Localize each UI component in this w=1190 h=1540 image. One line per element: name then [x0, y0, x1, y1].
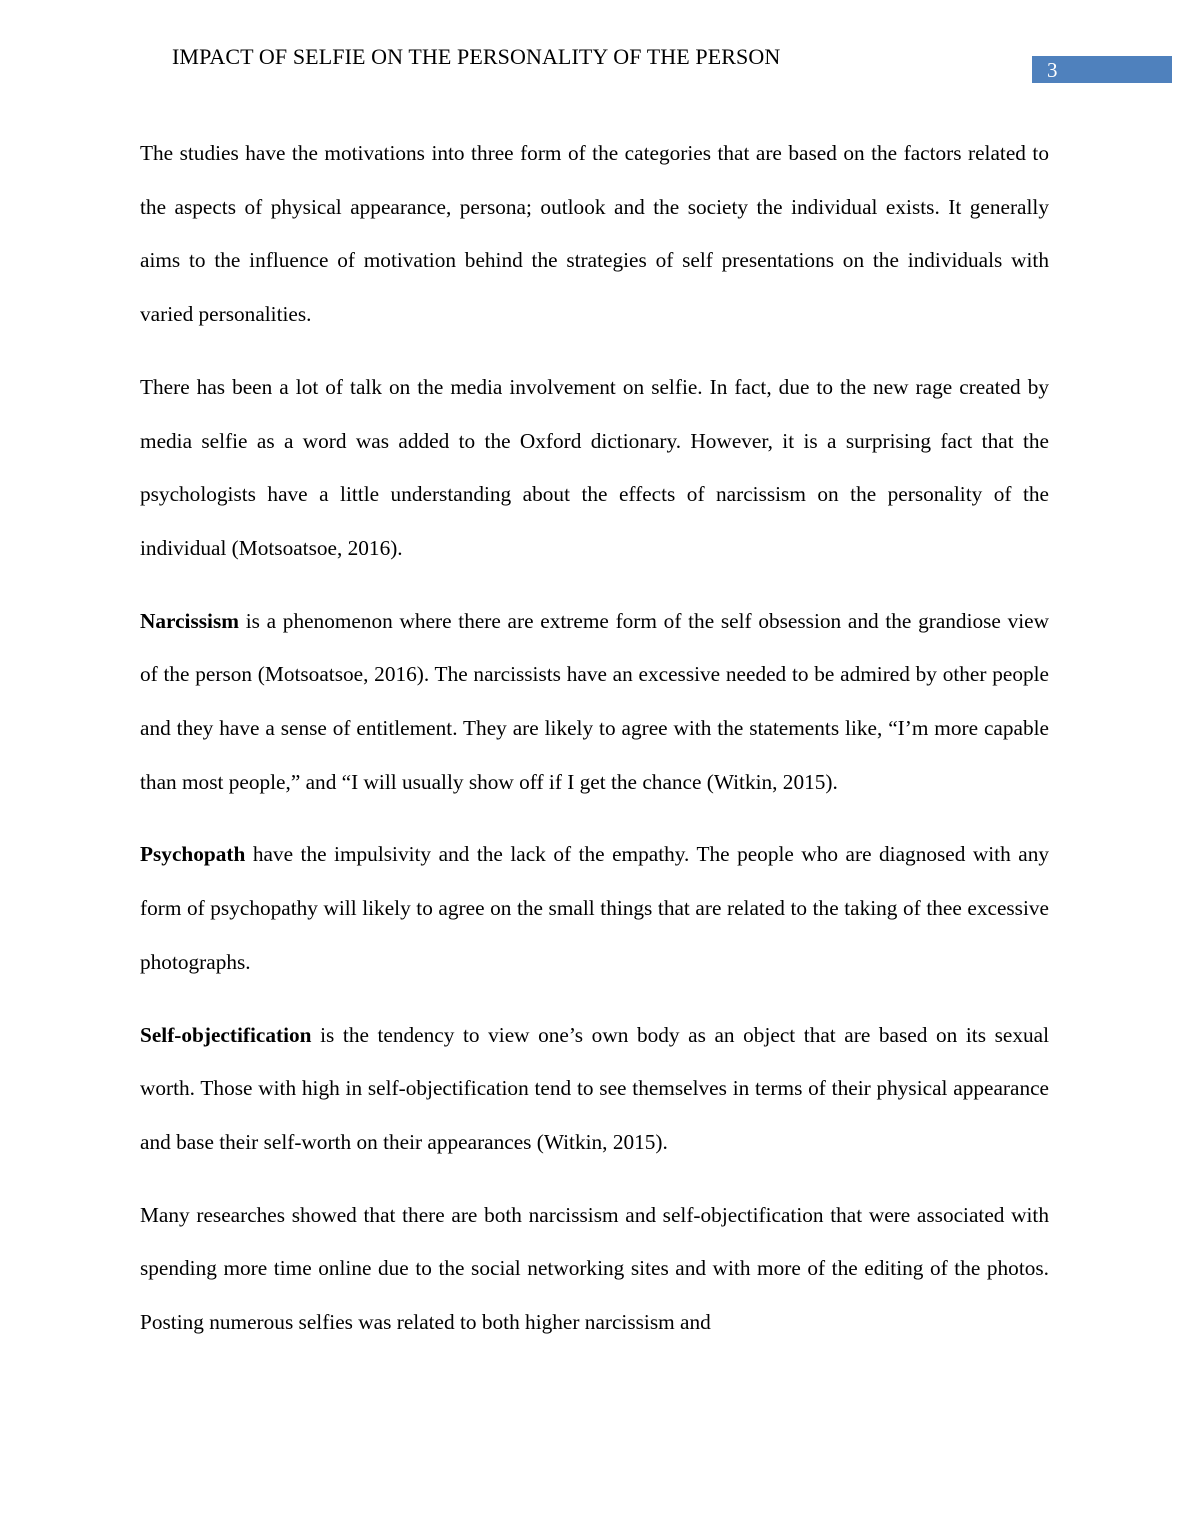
document-body [140, 127, 1049, 1369]
running-head: IMPACT OF SELFIE ON THE PERSONALITY OF THE PERSON [172, 44, 781, 69]
paragraph-researches [140, 1189, 1049, 1350]
page-number-box [1032, 56, 1172, 83]
page-number: 3 [1047, 58, 1058, 82]
paragraph-text: have the impulsivity and the lack of the empathy. The people who are diagnosed with any form of psychopathy will likely to agree on the small things that are related to the taking of thee excessive photographs. [140, 842, 1049, 974]
paragraph-media-involvement [140, 361, 1049, 576]
paragraph-text: The studies have the motivations into three form of the categories that are based on the factors related to the aspects of physical appearance, persona; outlook and the society the individual exists. It generally aims to the influence of motivation behind the strategies of self presentations on the individuals with varied personalities. [140, 141, 1049, 327]
paragraph-narcissism [140, 595, 1049, 810]
term-self-objectification: Self-objectification [140, 1022, 312, 1047]
paragraph-text: There has been a lot of talk on the media involvement on selfie. In fact, due to the new rage created by media selfie as a word was added to the Oxford dictionary. However, it is a surprising fact that the psychologists have a little understanding about the effects of narcissism on the personality of the individual (Motsoatsoe, 2016). [140, 374, 1049, 560]
term-psychopath: Psychopath [140, 842, 246, 867]
paragraph-motivations [140, 127, 1049, 342]
paragraph-self-objectification [140, 1009, 1049, 1170]
paragraph-text: Many researches showed that there are both narcissism and self-objectification that were associated with spending more time online due to the social networking sites and with more of the editing of the photos. Posting numerous selfies was related to both higher narcissism and [140, 1202, 1049, 1335]
paragraph-psychopath [140, 828, 1049, 989]
term-narcissism: Narcissism [140, 608, 239, 633]
paragraph-text: is the tendency to view one’s own body as an object that are based on its sexual worth. Those with high in self-objectification tend to see themselves in terms of their physical appearance and base their self-worth on their appearances (Witkin, 2015). [140, 1022, 1049, 1154]
paragraph-text: is a phenomenon where there are extreme form of the self obsession and the grandiose view of the person (Motsoatsoe, 2016). The narcissists have an excessive needed to be admired by other people and they have a sense of entitlement. They are likely to agree with the statements like, “I’m more capable than most people,” and “I will usually show off if I get the chance (Witkin, 2015). [140, 608, 1049, 794]
